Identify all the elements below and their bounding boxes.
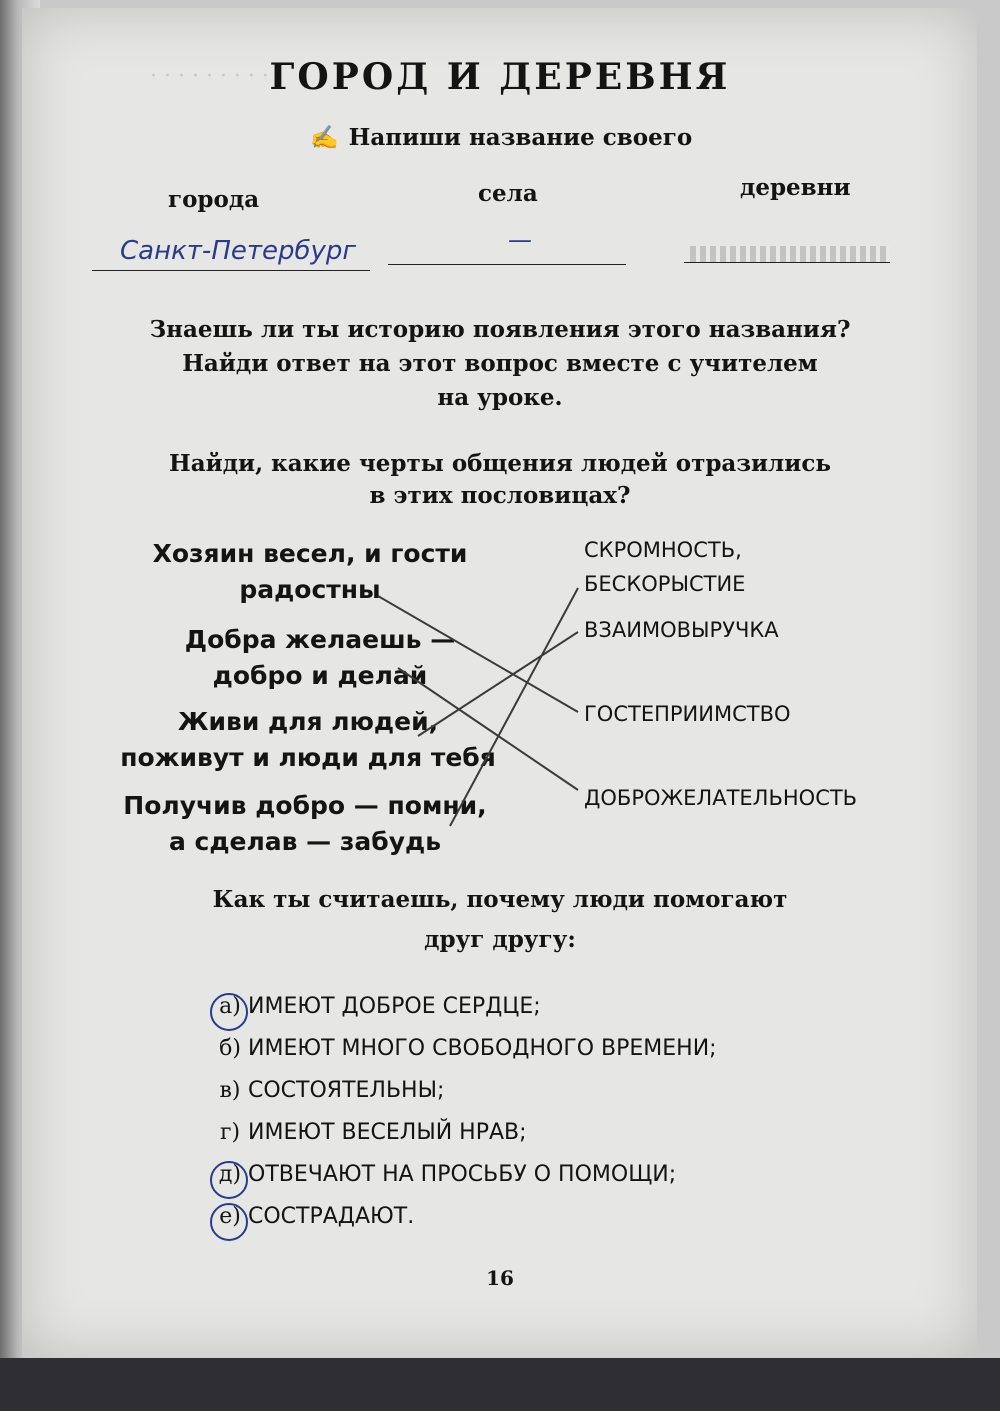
proverb-2-line1: Добра желаешь — [184, 625, 456, 654]
pencil-icon: ✍ [310, 124, 339, 151]
option-b-letter: б) [219, 1036, 241, 1061]
proverb-1-line2: радостны [239, 575, 381, 604]
option-e-letter: е) [219, 1204, 241, 1229]
scan-background-edge [0, 1358, 1000, 1411]
option-a-letter: а) [219, 994, 241, 1019]
circled-answer-d [210, 1161, 248, 1199]
virtue-modesty: СКРОМНОСТЬ, [584, 538, 742, 562]
match-line-1 [378, 596, 578, 712]
virtue-selflessness: БЕСКОРЫСТИЕ [584, 572, 746, 596]
option-d-letter: д) [218, 1162, 242, 1187]
task4-line1: Как ты считаешь, почему люди помогают [212, 886, 788, 913]
option-d-text: ОТВЕЧАЮТ НА ПРОСЬБУ О ПОМОЩИ; [248, 1162, 677, 1187]
proverb-4-line2: а сделав — забудь [168, 827, 442, 856]
virtue-mutual-help: ВЗАИМОВЫРУЧКА [584, 618, 779, 642]
proverb-2-line2: добро и делай [212, 661, 428, 690]
answer-city: Санкт-Петербург [120, 236, 357, 266]
proverb-1-line1: Хозяин весел, и гости [152, 539, 468, 568]
option-b-text: ИМЕЮТ МНОГО СВОБОДНОГО ВРЕМЕНИ; [248, 1036, 717, 1061]
virtue-hospitality: ГОСТЕПРИИМСТВО [584, 702, 791, 726]
page-title: ГОРОД И ДЕРЕВНЯ [269, 56, 731, 98]
virtue-benevolence: ДОБРОЖЕЛАТЕЛЬНОСТЬ [584, 786, 858, 810]
match-line-3 [418, 632, 578, 736]
label-city: города [168, 186, 260, 213]
circled-answer-a [210, 993, 248, 1031]
option-g-text: ИМЕЮТ ВЕСЕЛЫЙ НРАВ; [248, 1120, 527, 1145]
circled-answer-e [210, 1203, 248, 1241]
option-d [212, 1162, 676, 1187]
option-v-text: СОСТОЯТЕЛЬНЫ; [248, 1078, 445, 1103]
proverb-4-line1: Получив добро — помни, [123, 791, 487, 820]
page-number: 16 [486, 1266, 514, 1290]
option-v-letter: в) [219, 1078, 241, 1103]
label-village: села [478, 180, 538, 207]
match-line-4 [450, 588, 578, 826]
task3-line1: Найди, какие черты общения людей отразились [169, 450, 831, 477]
option-a [212, 994, 541, 1019]
task2-line1: Знаешь ли ты историю появления этого названия? [149, 316, 851, 343]
label-hamlet: деревни [740, 174, 851, 201]
task4-line2: друг другу: [424, 926, 576, 953]
option-b [212, 1036, 717, 1061]
option-e-text: СОСТРАДАЮТ. [248, 1204, 415, 1229]
bleed-through: · · · · · · · · · · [150, 64, 283, 89]
proverb-3-line2: поживут и люди для тебя [120, 743, 496, 772]
answer-village: — [508, 226, 532, 254]
match-line-2 [398, 668, 578, 790]
option-g-letter: г) [219, 1120, 241, 1145]
task3-line2: в этих пословицах? [369, 482, 631, 509]
task1-instruction-text: Напиши название своего [348, 124, 693, 151]
task2-line3: на уроке. [437, 384, 563, 411]
option-g [212, 1120, 527, 1145]
option-v [212, 1078, 444, 1103]
option-a-text: ИМЕЮТ ДОБРОЕ СЕРДЦЕ; [248, 994, 541, 1019]
task2-line2: Найди ответ на этот вопрос вместе с учителем [182, 350, 818, 377]
proverb-3-line1: Живи для людей, [177, 707, 439, 736]
